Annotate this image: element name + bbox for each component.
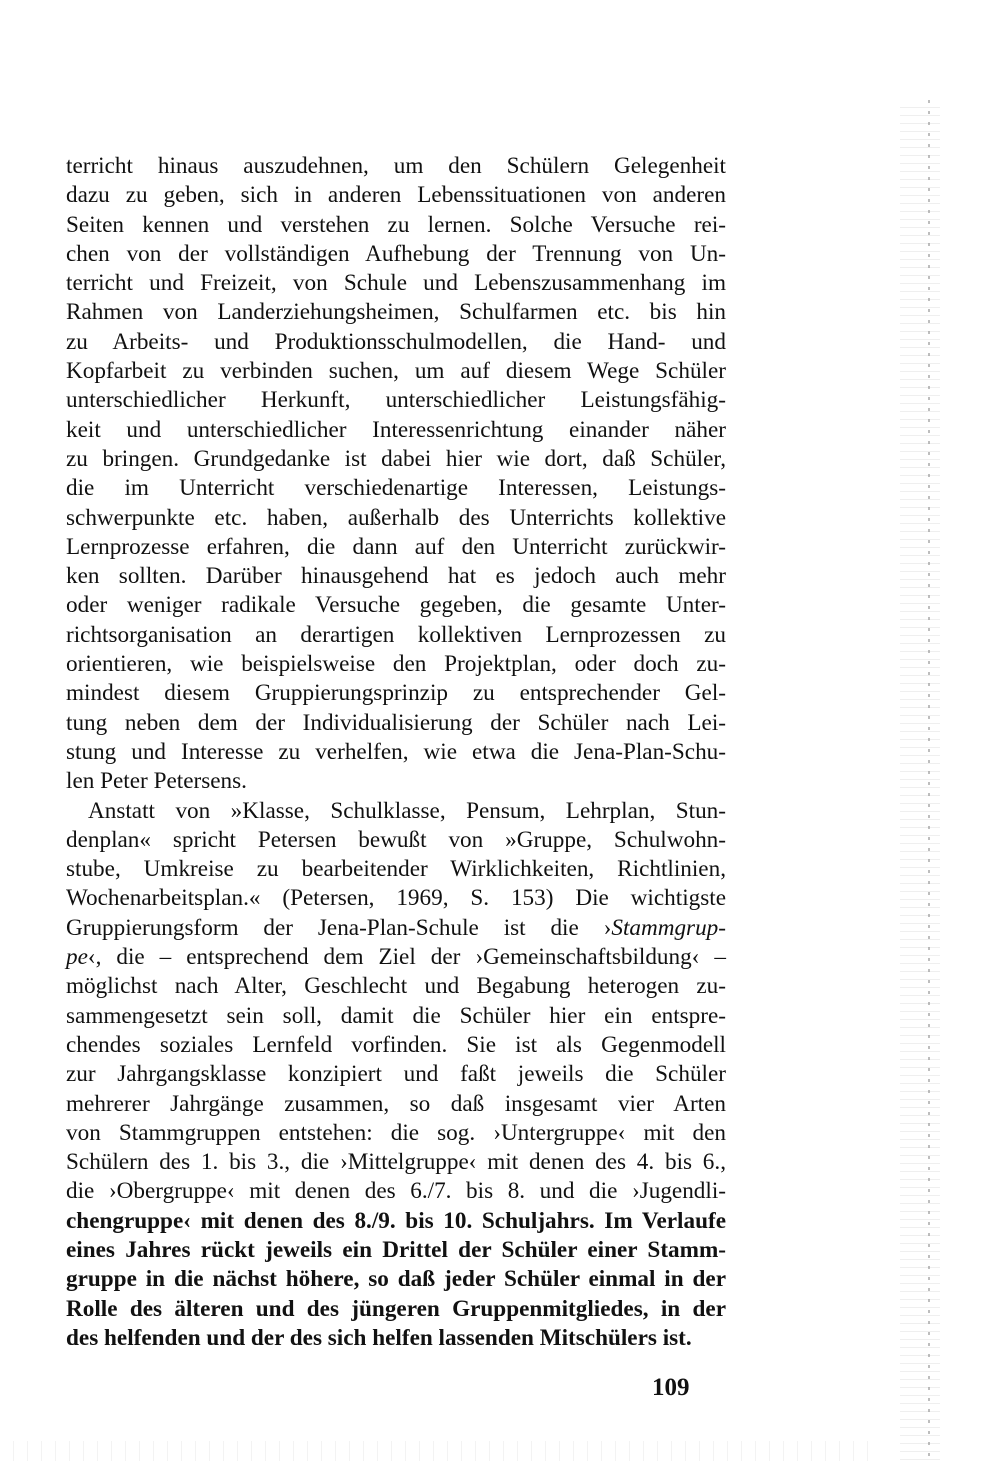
text-line: unterschiedlicher Herkunft, unterschiedlicher Leistungsfähig- bbox=[66, 387, 726, 414]
text-line: stung und Interesse zu verhelfen, wie etwa die Jena-Plan-Schu- bbox=[66, 738, 726, 765]
text-line: gruppe in die nächst höhere, so daß jeder Schüler einmal in der bbox=[66, 1266, 726, 1293]
text-line: len Peter Petersens. bbox=[66, 768, 247, 795]
text-line: orientieren, wie beispielsweise den Projektplan, oder doch zu- bbox=[66, 651, 726, 678]
text-line: dazu zu geben, sich in anderen Lebenssituationen von anderen bbox=[66, 182, 726, 209]
scan-edge-artifact bbox=[900, 100, 940, 1460]
text-line: stube, Umkreise zu bearbeitender Wirklichkeiten, Richtlinien, bbox=[66, 856, 726, 883]
text-line-mixed bbox=[66, 943, 726, 972]
text-line: von Stammgruppen entstehen: die sog. ›Untergruppe‹ mit den bbox=[66, 1119, 726, 1146]
text-line: chen von der vollständigen Aufhebung der Trennung von Un- bbox=[66, 240, 726, 267]
body-text bbox=[66, 152, 726, 1353]
text-line: mehrerer Jahrgänge zusammen, so daß insgesamt vier Arten bbox=[66, 1090, 726, 1117]
text-line: sammengesetzt sein soll, damit die Schüler hier ein entspre- bbox=[66, 1002, 726, 1029]
text-line: mindest diesem Gruppierungsprinzip zu entsprechender Gel- bbox=[66, 680, 726, 707]
text-line: Schülern des 1. bis 3., die ›Mittelgruppe‹ mit denen des 4. bis 6., bbox=[66, 1149, 726, 1176]
text-line: Anstatt von »Klasse, Schulklasse, Pensum, Lehrplan, Stun- bbox=[88, 797, 726, 824]
text-line: zu Arbeits- und Produktionsschulmodellen, die Hand- und bbox=[66, 328, 726, 355]
text-line: richtsorganisation an derartigen kollektiven Lernprozessen zu bbox=[66, 621, 726, 648]
text-span: ‹, die – entsprechend dem Ziel der ›Gemeinschaftsbildung‹ – bbox=[87, 944, 726, 971]
text-line: schwerpunkte etc. haben, außerhalb des Unterrichts kollektive bbox=[66, 504, 726, 531]
text-line: die im Unterricht verschiedenartige Interessen, Leistungs- bbox=[66, 475, 726, 502]
text-line: des helfenden und der des sich helfen lassenden Mitschülers ist. bbox=[66, 1324, 692, 1351]
text-line: Wochenarbeitsplan.« (Petersen, 1969, S. 153) Die wichtigste bbox=[66, 885, 726, 912]
text-line: zu bringen. Grundgedanke ist dabei hier wie dort, daß Schüler, bbox=[66, 445, 726, 472]
text-line: Seiten kennen und verstehen zu lernen. Solche Versuche rei- bbox=[66, 211, 726, 238]
text-line: Lernprozesse erfahren, die dann auf den Unterricht zurückwir- bbox=[66, 533, 726, 560]
text-line: chengruppe‹ mit denen des 8./9. bis 10. Schuljahrs. Im Verlaufe bbox=[66, 1207, 726, 1234]
text-line: oder weniger radikale Versuche gegeben, die gesamte Unter- bbox=[66, 592, 726, 619]
paragraph-2 bbox=[66, 797, 726, 1354]
text-line: tung neben dem der Individualisierung der Schüler nach Lei- bbox=[66, 709, 726, 736]
text-span: Gruppierungsform der Jena-Plan-Schule ist die › bbox=[66, 914, 612, 941]
scan-bottom-artifact bbox=[0, 1441, 880, 1461]
text-line: Rolle des älteren und des jüngeren Gruppenmitgliedes, in der bbox=[66, 1295, 726, 1322]
page-number: 109 bbox=[652, 1374, 690, 1401]
emphasis-term: pe bbox=[66, 944, 88, 971]
text-line: zur Jahrgangsklasse konzipiert und faßt jeweils die Schüler bbox=[66, 1061, 726, 1088]
text-line: denplan« spricht Petersen bewußt von »Gruppe, Schulwohn- bbox=[66, 826, 726, 853]
text-line: terricht hinaus auszudehnen, um den Schülern Gelegenheit bbox=[66, 153, 726, 179]
text-line: die ›Obergruppe‹ mit denen des 6./7. bis 8. und die ›Jugendli- bbox=[66, 1178, 726, 1205]
text-line: eines Jahres rückt jeweils ein Drittel der Schüler einer Stamm- bbox=[66, 1236, 726, 1263]
text-line-mixed bbox=[66, 914, 726, 943]
text-line: ken sollten. Darüber hinausgehend hat es jedoch auch mehr bbox=[66, 563, 726, 590]
text-line: Rahmen von Landerziehungsheimen, Schulfarmen etc. bis hin bbox=[66, 299, 726, 326]
text-line: möglichst nach Alter, Geschlecht und Begabung heterogen zu- bbox=[66, 973, 726, 1000]
emphasis-term: Stammgrup- bbox=[611, 914, 726, 941]
text-line: chendes soziales Lernfeld vorfinden. Sie ist als Gegenmodell bbox=[66, 1031, 726, 1058]
text-line: keit und unterschiedlicher Interessenrichtung einander näher bbox=[66, 416, 726, 443]
text-line: terricht und Freizeit, von Schule und Lebenszusammenhang im bbox=[66, 270, 726, 297]
text-line: Kopfarbeit zu verbinden suchen, um auf diesem Wege Schüler bbox=[66, 358, 726, 385]
paragraph-1 bbox=[66, 152, 726, 797]
